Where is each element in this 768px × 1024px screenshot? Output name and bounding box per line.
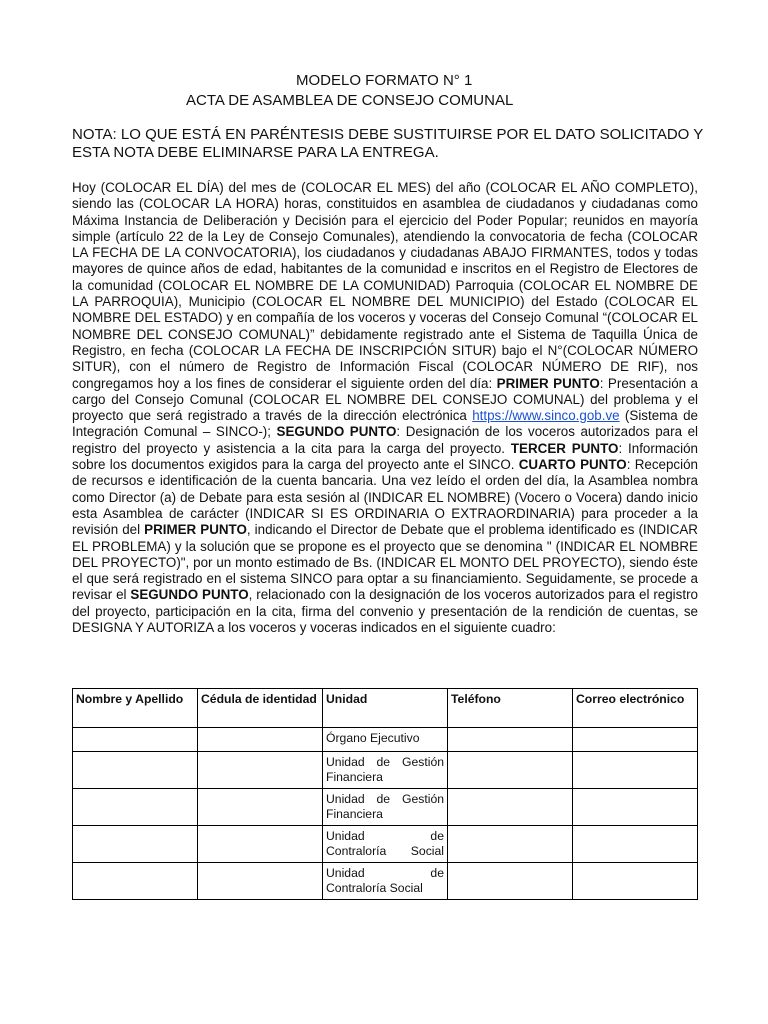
table-row — [73, 863, 698, 900]
body-text-4: : Designación de los voceros autorizados para el registro del proyecto y asistencia a la cita para la carga del proyecto. — [72, 424, 699, 456]
table-row — [73, 789, 698, 826]
cell-nombre[interactable] — [73, 826, 198, 863]
cell-cedula[interactable] — [198, 826, 323, 863]
table-header-row — [73, 689, 698, 728]
body-text-8: , relacionado con la designación de los voceros autorizados para el registro del proyecto, participación en la cita, firma del convenio y presentación de la rendición de cuentas, se DESIGNA Y AUTORIZA a los voceros y voceras indicados en el siguiente cuadro: — [72, 587, 698, 636]
cell-correo[interactable] — [573, 863, 698, 900]
body-text-1: Hoy (COLOCAR EL DÍA) del mes de (COLOCAR EL MES) del año (COLOCAR EL AÑO COMPLETO), siendo las (COLOCAR LA HORA) horas, constituidos en asamblea de ciudadanos y ciudadanas como Máxima Instancia de Deliberación y Decisión para el ejercicio del Poder Popular; reunidos en mayoría simple (artículo 22 de la Ley de Consejo Comunales), atendiendo la convocatoria de fecha (COLOCAR LA FECHA DE LA CONVOCATORIA), los ciudadanos y ciudadanas ABAJO FIRMANTES, todos y todas mayores de quince años de edad, habitantes de la comunidad e inscritos en el Registro de Electores de la comunidad (COLOCAR EL NOMBRE DE LA COMUNIDAD) Parroquia (COLOCAR EL NOMBRE DE LA PARROQUIA), Municipio (COLOCAR EL NOMBRE DEL MUNICIPIO) del Estado (COLOCAR EL NOMBRE DEL ESTADO) y en compañía de los voceros y voceras del Consejo Comunal “(COLOCAR EL NOMBRE DEL CONSEJO COMUNAL)” debidamente registrado ante el Sistema de Taquilla Única de Registro, en fecha (COLOCAR LA FECHA DE INSCRIPCIÓN SITUR) bajo el N°(COLOCAR NÚMERO SITUR), con el número de Registro de Información Fiscal (COLOCAR NÚMERO DE RIF), nos congregamos hoy a los fines de considerar el siguiente orden del día: — [72, 180, 698, 391]
cell-nombre[interactable] — [73, 752, 198, 789]
bold-segundo-punto-2: SEGUNDO PUNTO — [130, 587, 249, 603]
cell-cedula[interactable] — [198, 728, 323, 752]
cell-correo[interactable] — [573, 789, 698, 826]
cell-cedula[interactable] — [198, 863, 323, 900]
cell-cedula[interactable] — [198, 789, 323, 826]
cell-unidad: Unidad de Gestión Financiera — [323, 789, 448, 826]
bold-primer-punto: PRIMER PUNTO — [496, 375, 600, 391]
cell-correo[interactable] — [573, 728, 698, 752]
header-telefono: Teléfono — [448, 689, 573, 728]
cell-unidad: Unidad de Contraloría Social — [323, 826, 448, 863]
cell-telefono[interactable] — [448, 826, 573, 863]
body-text-7: , indicando el Director de Debate que el problema identificado es (INDICAR EL PROBLEMA) y la solución que se propone es el proyecto que se denomina " (INDICAR EL NOMBRE DEL PROYECTO)", por un monto estimado de Bs. (INDICAR EL MONTO DEL PROYECTO), siendo éste el que será registrado en el sistema SINCO para optar a su financiamiento. Seguidamente, se procede a revisar el — [72, 522, 698, 603]
cell-correo[interactable] — [573, 752, 698, 789]
cell-telefono[interactable] — [448, 728, 573, 752]
cell-correo[interactable] — [573, 826, 698, 863]
voceros-table — [72, 688, 698, 900]
cell-nombre[interactable] — [73, 728, 198, 752]
header-unidad: Unidad — [323, 689, 448, 728]
bold-segundo-punto: SEGUNDO PUNTO — [276, 424, 397, 440]
header-cedula: Cédula de identidad — [198, 689, 323, 728]
document-title-line1: MODELO FORMATO N° 1 — [296, 72, 473, 89]
sinco-link[interactable]: https://www.sinco.gob.ve — [472, 408, 620, 424]
cell-nombre[interactable] — [73, 863, 198, 900]
header-nombre: Nombre y Apellido — [73, 689, 198, 728]
body-text-2: : Presentación a cargo del Consejo Comunal (COLOCAR EL NOMBRE DEL CONSEJO COMUNAL) del problema y el proyecto que será registrado a través de la dirección electrónica — [72, 375, 698, 424]
header-correo: Correo electrónico — [573, 689, 698, 728]
cell-cedula[interactable] — [198, 752, 323, 789]
table-row — [73, 826, 698, 863]
bold-primer-punto-2: PRIMER PUNTO — [144, 522, 247, 538]
cell-unidad: Órgano Ejecutivo — [323, 728, 448, 752]
cell-telefono[interactable] — [448, 789, 573, 826]
body-text-5: : Información sobre los documentos exigidos para la carga del proyecto ante el SINCO. — [72, 440, 698, 473]
table-row — [73, 752, 698, 789]
cell-nombre[interactable] — [73, 789, 198, 826]
cell-telefono[interactable] — [448, 752, 573, 789]
cell-unidad: Unidad de Gestión Financiera — [323, 752, 448, 789]
body-text-3: (Sistema de Integración Comunal – SINCO-); — [72, 408, 698, 440]
cell-unidad: Unidad de Contraloría Social — [323, 863, 448, 900]
document-title-line2: ACTA DE ASAMBLEA DE CONSEJO COMUNAL — [186, 92, 514, 109]
table-row — [73, 728, 698, 752]
bold-cuarto-punto: CUARTO PUNTO — [518, 457, 627, 473]
note-paragraph: NOTA: LO QUE ESTÁ EN PARÉNTESIS DEBE SUSTITUIRSE POR EL DATO SOLICITADO Y ESTA NOTA DEBE ELIMINARSE PARA LA ENTREGA. — [72, 126, 703, 161]
body-paragraph — [72, 180, 698, 636]
bold-tercer-punto: TERCER PUNTO — [510, 440, 619, 456]
cell-telefono[interactable] — [448, 863, 573, 900]
body-text-6: : Recepción de recursos e identificación de la cuenta bancaria. Una vez leído el orden del día, la Asamblea nombra como Director (a) de Debate para esta sesión al (INDICAR EL NOMBRE) (Vocero o Vocera) dando inicio esta Asamblea de carácter (INDICAR SI ES ORDINARIA O EXTRAORDINARIA) para proceder a la revisión del — [72, 457, 698, 538]
